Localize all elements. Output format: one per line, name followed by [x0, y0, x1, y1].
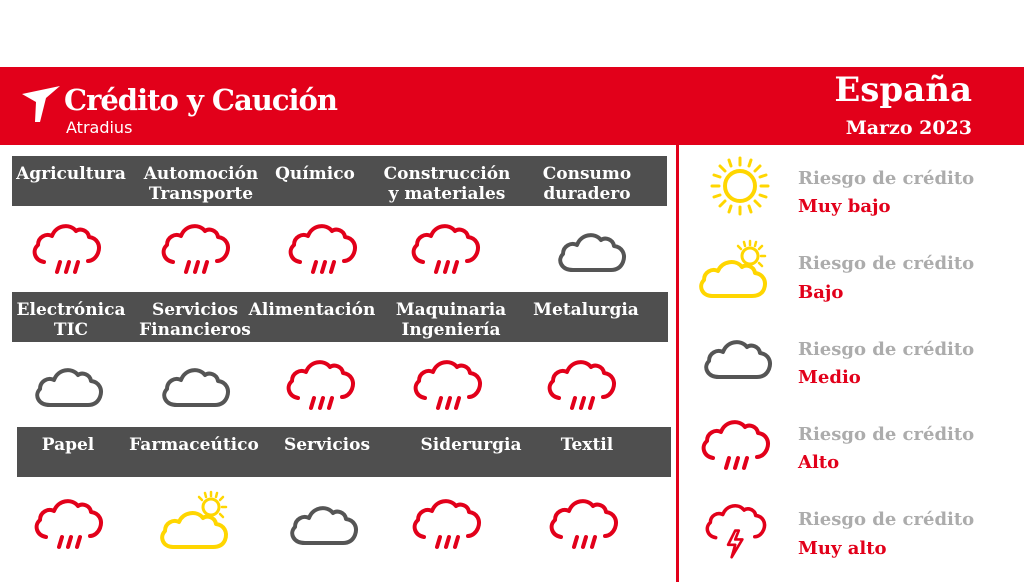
sun-cloud-icon — [155, 489, 235, 553]
sector-label-textil: Textil — [560, 435, 614, 455]
sector-label-alimentacion: Alimentación — [248, 300, 376, 320]
rain-cloud-icon — [282, 350, 362, 414]
legend-level-medio: Medio — [798, 367, 861, 388]
cloud-icon — [551, 218, 631, 282]
sector-label-construccion: Construcción y materiales — [383, 164, 511, 204]
sector-label-siderurgia: Siderurgia — [420, 435, 522, 455]
period-date: Marzo 2023 — [845, 117, 972, 139]
sector-label-servicios-financieros: Servicios Financieros — [139, 300, 251, 340]
rain-cloud-icon — [409, 350, 489, 414]
sector-label-electronica: Electrónica TIC — [16, 300, 126, 340]
sector-label-farmaceutico: Farmaceútico — [129, 435, 259, 455]
brand-name: Crédito y Caución — [64, 83, 337, 117]
rain-cloud-icon — [30, 489, 110, 553]
legend-title-alto: Riesgo de crédito — [798, 424, 975, 445]
cloud-icon — [697, 325, 777, 389]
sector-label-consumo: Consumo duradero — [542, 164, 632, 204]
rain-cloud-icon — [543, 350, 623, 414]
cloud-icon — [28, 353, 108, 417]
cloud-icon — [155, 353, 235, 417]
legend-title-bajo: Riesgo de crédito — [798, 253, 975, 274]
sun-cloud-icon — [694, 238, 774, 302]
sector-label-metalurgia: Metalurgia — [533, 300, 639, 320]
rain-cloud-icon — [545, 489, 625, 553]
rain-cloud-icon — [408, 489, 488, 553]
rain-cloud-icon — [28, 214, 108, 278]
cloud-icon — [283, 491, 363, 555]
rain-cloud-icon — [407, 214, 487, 278]
country-title: España — [834, 70, 972, 110]
legend-level-muy-alto: Muy alto — [798, 538, 887, 559]
sector-label-maquinaria: Maquinaria Ingeniería — [395, 300, 507, 340]
sector-label-servicios: Servicios — [283, 435, 371, 455]
rain-cloud-icon — [284, 214, 364, 278]
rain-cloud-icon — [157, 214, 237, 278]
rain-cloud-icon — [697, 410, 777, 474]
legend-level-alto: Alto — [798, 452, 840, 473]
sector-label-agricultura: Agricultura — [16, 164, 126, 184]
sector-label-papel: Papel — [41, 435, 95, 455]
legend-level-bajo: Bajo — [798, 282, 844, 303]
legend-title-medio: Riesgo de crédito — [798, 339, 975, 360]
sector-label-quimico: Químico — [275, 164, 355, 184]
legend-level-muy-bajo: Muy bajo — [798, 196, 891, 217]
vertical-divider — [676, 145, 679, 582]
sun-icon — [700, 154, 780, 218]
brand-subtitle: Atradius — [66, 118, 133, 137]
legend-title-muy-bajo: Riesgo de crédito — [798, 168, 975, 189]
legend-title-muy-alto: Riesgo de crédito — [798, 509, 975, 530]
storm-cloud-icon — [697, 495, 777, 559]
sector-label-automocion: Automoción Transporte — [143, 164, 259, 204]
atradius-logo-icon — [20, 84, 62, 124]
